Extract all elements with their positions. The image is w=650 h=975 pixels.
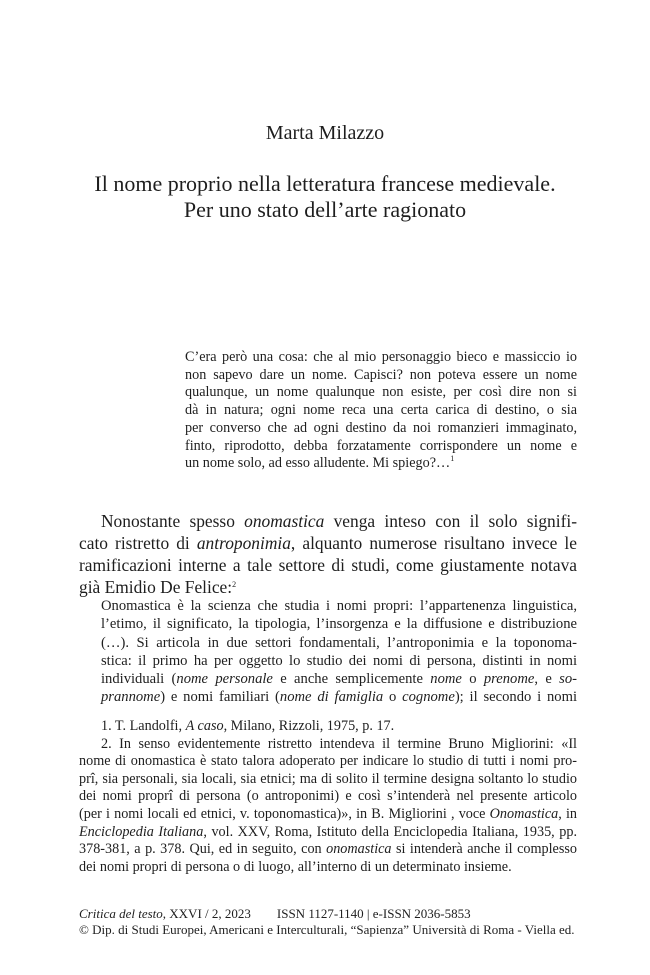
journal-issn: ISSN 1127-1140 | e-ISSN 2036-5853 [276,906,471,921]
footnote-ref-2: 2 [232,580,237,589]
footer-copyright: © Dip. di Studi Europei, Americani e Interculturali, “Sapienza” Università di Roma - Viella ed. [79,922,575,937]
body-line [79,532,577,554]
quote-italic: prannome [101,689,161,706]
block-quote [101,597,577,707]
author-name: Marta Milazzo [265,122,385,144]
footnote-2-line: nome di onomastica è stato talora adoperato per indicare lo studio di tutti i nomi pro- [79,753,577,770]
quote-italic: nome [430,671,462,688]
quote-text: individuali ( [101,671,177,688]
quote-text: , e [534,671,560,688]
footnote-2-line [79,806,577,824]
footnote-italic: A caso [185,718,224,734]
quote-italic: prenome [483,671,535,688]
page-footer [79,906,577,938]
footnote-text: , vol. XXV, Roma, Istituto della Enciclopedia Italiana, 1935, pp. [203,823,577,840]
body-line [79,510,577,532]
body-text: , alquanto numerose risultano invece le [290,533,577,553]
epigraph-line: finto, riprodotto, debba forzatamente corrispondere un nome e [185,437,577,454]
quote-text: o [461,671,484,688]
footnote-text: 378-381, a p. 378. Qui, ed in seguito, con [79,841,327,858]
quote-line: Onomastica è la scienza che studia i nomi propri: l’appartenenza linguistica, [101,598,577,614]
quote-italic: cognome [402,689,455,706]
footnote-2-line [79,824,577,842]
article-title [40,171,610,223]
footnote-2-line: prî, sia personali, sia locali, sia etnici; ma di solito il termine designa soltanto lo studio [79,770,577,787]
body-line: ramificazioni interne a tale settore di studi, come giustamente notava [79,555,577,575]
body-text: già Emidio De Felice: [79,577,233,597]
journal-issue: , XXVI / 2, 2023 [162,906,251,921]
body-text: cato ristretto di [79,533,197,553]
quote-line: (…). Si articola in due settori fondamentali, l’antroponimia e la toponoma- [101,634,577,651]
footnote-2-line: dei nomi propri di persona o di luogo, all’interno di un determinato insieme. [79,858,512,875]
epigraph-line: dà in natura; ogni nome reca una certa carica di destino, o sia [185,402,577,419]
footnote-italic: Enciclopedia Italiana [79,823,204,840]
epigraph-line: per converso che ad ogni destino da noi romanzieri immaginato, [185,419,577,436]
footnotes [79,718,577,876]
quote-text: e anche semplicemente [272,671,431,688]
footnote-text: (per i nomi locali ed etnici, v. toponomastica)», in B. Migliorini , voce [79,805,490,822]
quote-text: ) e nomi familiari ( [160,689,280,706]
quote-line [101,688,577,706]
quote-line [101,670,577,688]
epigraph-last-text: un nome solo, ad esso alludente. Mi spiego?… [185,455,451,472]
footnote-text: , Milano, Rizzoli, 1975, p. 17. [223,718,395,734]
footnote-2-line: 2. In senso evidentemente ristretto intendeva il termine Bruno Migliorini: «Il [101,735,577,752]
body-text: venga inteso con il solo signifi- [324,511,577,531]
footnote-ref-1: 1 [450,454,455,464]
footnote-text: si intenderà anche il complesso [391,841,577,858]
body-italic: antroponimia [196,533,291,553]
body-text: Nonostante spesso [101,511,245,531]
quote-italic: nome di famiglia [279,689,384,706]
body-line [79,576,577,598]
epigraph [185,349,577,473]
footnote-1 [79,718,577,736]
footnote-italic: Onomastica [489,805,559,822]
quote-text: o [383,689,403,706]
quote-line: l’etimo, il significato, la tipologia, l’insorgenza e la diffusione e distribuzione [101,616,577,633]
quote-italic: nome personale [176,671,273,688]
footer-citation [79,906,577,922]
quote-italic: so- [559,671,577,688]
body-italic: onomastica [244,511,325,531]
epigraph-line: qualunque, un nome qualunque non esiste, per così dire non si [185,384,577,401]
subtitle-line: Per uno stato dell’arte ragionato [183,197,467,222]
journal-name: Critica del testo [79,906,163,921]
footnote-italic: onomastica [326,841,392,858]
footnote-text: , in [558,805,577,822]
title-line: Il nome proprio nella letteratura francese medievale. [94,171,556,196]
quote-text: ); il secondo i nomi [454,689,577,706]
footnote-2-line [79,841,577,859]
epigraph-line: C’era però una cosa: che al mio personaggio bieco e massiccio io [185,349,577,365]
body-paragraph [79,510,577,598]
quote-line: stica: il primo ha per oggetto lo studio dei nomi di persona, distinti in nomi [101,652,577,669]
epigraph-line [185,455,577,473]
epigraph-line: non sapevo dare un nome. Capisci? non poteva essere un nome [185,366,577,383]
footnote-text: 1. T. Landolfi, [101,718,186,734]
footnote-2-line: dei nomi proprî di persona (o antroponimi) e così s’intenderà nel presente articolo [79,788,577,805]
